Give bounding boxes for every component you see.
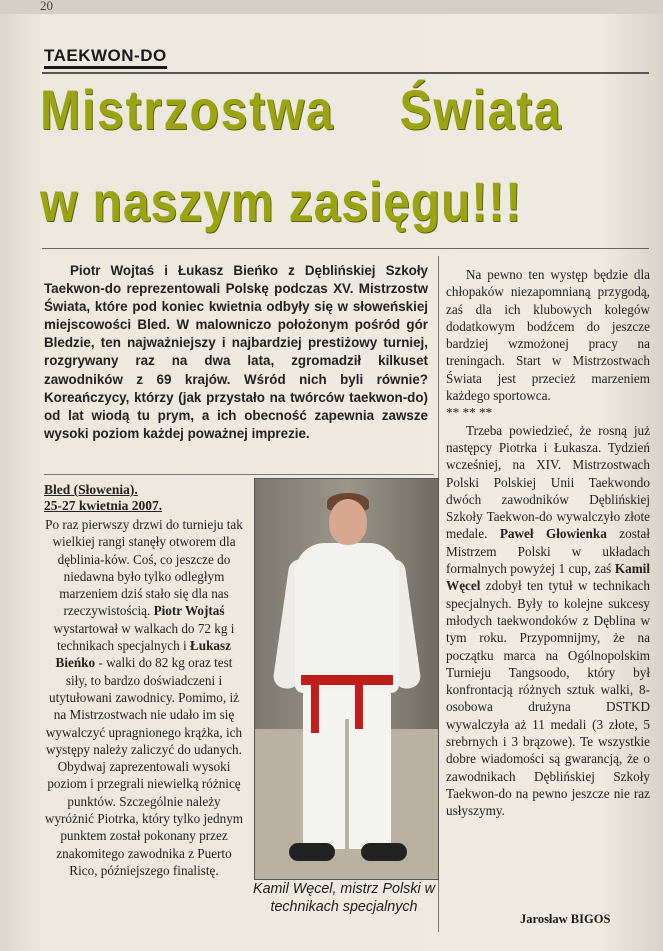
lead-divider: [44, 474, 434, 475]
figure-right-shoe: [361, 843, 407, 861]
figure-leg-gap: [345, 719, 349, 849]
figure-dobok: [295, 543, 399, 693]
col3-text-b: został Mistrzem Polski w układach formalnych powyżej 1 cup, zaś: [446, 526, 651, 577]
athlete-name-glowienka: Paweł Głowienka: [499, 526, 607, 542]
top-strip: [0, 0, 663, 14]
dateline-dates: 25-27 kwietnia 2007.: [44, 498, 163, 513]
col1-text-c: - walki do 82 kg oraz test siły, to bardzo doświadczeni i utytułowani zawodnicy. Pomimo, iż na Mistrzostwach nie udało im się wywalczyć upragnionego krążka, ich występy należy zaliczyć do udanych. Obydwaj zaprezentowali wysoki poziom i przegrali niewielką różnicę punktów. Szczególnie należy wyróżnić Piotrka, który tylko jednym punktem został pokonany przez znakomitego zawodnika z Puerto Rico, późniejszego finalistę.: [44, 655, 244, 878]
col3-text-c: zdobył ten tytuł w technikach specjalnych. Były to kolejne sukcesy młodych taekwondoków z Dęblina w tym roku. Przypomnijmy, że na początku marca na Ogólnopolskim Turnieju Tangsoodo, który był konfrontacją różnych sztuk walki, 8-osobowa drużyna DSTKD wywalczyła aż 11 medali (3 złote, 5 srebrnych i 3 brązowe). Te wszystkie dobre wiadomości są gwarancją, że o zawodnikach Dęblińskiej Szkoły Taekwon-do na pewno jeszcze nie raz usłyszymy.: [446, 578, 651, 819]
athlete-photo: [254, 478, 439, 880]
headline-rule: [42, 248, 649, 249]
author-byline: Jarosław BIGOS: [520, 912, 611, 926]
col3-paragraph-2: [446, 422, 650, 820]
col1-text-a: Po raz pierwszy drzwi do turnieju tak wielkiej rangi stanęły otworem dla dęblinia-ków. Coś, co jeszcze do niedawna było tylko odległym marzeniem dziś stało się dla nas rzeczywistością.: [45, 517, 243, 619]
dateline: [44, 482, 162, 514]
article-column-3: [446, 266, 650, 820]
figure-head: [329, 499, 367, 545]
col1-text-b: wystartował w walkach do 72 kg i technikach specjalnych i: [53, 620, 235, 654]
section-label: TAEKWON-DO: [44, 47, 167, 69]
figure-left-shoe: [289, 843, 335, 861]
top-rule: [42, 72, 649, 74]
dateline-place: Bled (Słowenia).: [44, 482, 138, 497]
athlete-name-bienko: Łukasz Bieńko: [55, 638, 231, 671]
athlete-name-wecel: Kamil Węcel: [446, 561, 651, 594]
athlete-name-wojtas: Piotr Wojtaś: [153, 603, 225, 619]
col3-text-a: Trzeba powiedzieć, że rosną już następcy Piotrka i Łukasza. Tydzień wcześniej, na XIV. Mistrzostwach Polski Polskiej Unii Taekwondo dwóch zawodników Dęblińskiej Szkoły Taekwon-do wywalczyło złote medale.: [446, 422, 650, 542]
headline-line-1: Mistrzostwa Świata: [40, 78, 563, 141]
headline-line-2: w naszym zasięgu!!!: [40, 170, 523, 233]
page-number: 20: [40, 0, 53, 13]
lead-paragraph: Piotr Wojtaś i Łukasz Bieńko z Dęblińskiej Szkoły Taekwon-do reprezentowali Polskę podczas XV. Mistrzostw Świata, które pod koniec kwietnia odbyły się w słoweńskiej miejscowości Bled. W malowniczo położonym pośród gór Bledzie, ten najważniejszy i najbardziej prestiżowy turniej, rozgrywany raz na dwa lata, zgromadził kilkuset zawodników z 69 krajów. Wśród nich byli równie? Koreańczycy, którzy (jak przystało na twórców taekwon-do) od lat wiodą tu prym, a ich obecność zapewnia zawsze wysoki poziom każdej poważnej imprezie.: [44, 263, 428, 441]
photo-caption: Kamil Węcel, mistrz Polski w technikach specjalnych: [253, 881, 435, 915]
figure-belt-end-right: [355, 683, 363, 729]
figure-belt-end-left: [311, 683, 319, 733]
separator-stars: ** ** **: [446, 405, 493, 421]
article-column-1: [44, 516, 244, 879]
col3-paragraph-1: Na pewno ten występ będzie dla chłopaków niezapomnianą przygodą, zaś dla ich klubowych kolegów dodatkowym bodźcem do jeszcze bardziej wzmożonej pracy na treningach. Start w Mistrzostwach Świata jest przecież marzeniem każdego sportowca.: [446, 267, 650, 404]
